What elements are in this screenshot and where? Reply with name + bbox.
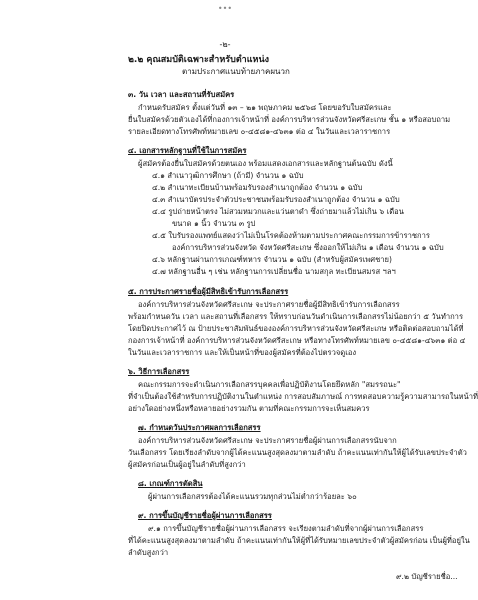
doc-line-s9-line2: ที่ได้คะแนนสูงสุดลงมาตามลำดับ ถ้าคะแนนเท่ากันให้ผู้ที่ได้รับหมายเลขประจำตัวผู้สมัครก่อน เป็นผู้ที่อยู่ใน — [128, 536, 470, 545]
doc-line-s5-line5: ในวันและเวลาราชการ และให้เป็นหน้าที่ของผู้สมัครที่ต้องไปตรวจดูเอง — [128, 348, 357, 357]
doc-line-s5-line3: โดยปิดประกาศไว้ ณ ป้ายประชาสัมพันธ์ขององค์การบริหารส่วนจังหวัดศรีสะเกษ หรือติดต่อสอบถามได้ที่ — [128, 324, 464, 333]
doc-line-continuation: ๙.๒ บัญชีรายชื่อ... — [396, 572, 458, 581]
doc-line-s6-heading: ๖. วิธีการเลือกสรร — [128, 367, 190, 376]
doc-line-s7-heading: ๗. กำหนดวันประกาศผลการเลือกสรร — [138, 423, 261, 432]
doc-line-s5-line1: องค์การบริหารส่วนจังหวัดศรีสะเกษ จะประกาศรายชื่อผู้มีสิทธิเข้ารับการเลือกสรร — [138, 300, 400, 309]
doc-line-s3-line1: กำหนดรับสมัคร ตั้งแต่วันที่ ๑๓ – ๒๑ พฤษภาคม ๒๕๖๘ โดยขอรับใบสมัครและ — [138, 103, 392, 112]
doc-line-s8-heading: ๘. เกณฑ์การตัดสิน — [138, 479, 203, 488]
doc-line-s8-line1: ผู้ผ่านการเลือกสรรต้องได้คะแนนรวมทุกส่วนไม่ต่ำกว่าร้อยละ ๖๐ — [148, 492, 357, 501]
page-number: -๒- — [219, 40, 231, 49]
doc-line-s4-2: ๔.๒ สำเนาทะเบียนบ้านพร้อมรับรองสำเนาถูกต้อง จำนวน ๑ ฉบับ — [152, 183, 363, 192]
doc-line-s4-7: ๔.๗ หลักฐานอื่น ๆ เช่น หลักฐานการเปลี่ยนชื่อ นามสกุล ทะเบียนสมรส ฯลฯ — [152, 267, 396, 276]
doc-line-s9-heading: ๙. การขึ้นบัญชีรายชื่อผู้ผ่านการเลือกสรร — [138, 511, 272, 520]
doc-line-s4-heading: ๔. เอกสารหลักฐานที่ใช้ในการสมัคร — [128, 146, 247, 155]
doc-line-s5-heading: ๕. การประกาศรายชื่อผู้มีสิทธิเข้ารับการเลือกสรร — [128, 287, 289, 296]
doc-line-s3-line2: ยื่นใบสมัครด้วยตัวเองได้ที่กองการเจ้าหน้าที่ องค์การบริหารส่วนจังหวัดศรีสะเกษ ชั้น ๑ หรือสอบถาม — [128, 115, 451, 124]
page-top-mark: ••• — [217, 4, 233, 13]
doc-line-s7-line2: วันเลือกสรร โดยเรียงลำดับจากผู้ได้คะแนนสูงสุดลงมาตามลำดับ ถ้าคะแนนเท่ากันให้ผู้ได้รับเลขประจำตัว — [128, 448, 467, 457]
doc-line-s7-line3: ผู้สมัครก่อนเป็นผู้อยู่ในลำดับที่สูงกว่า — [128, 460, 246, 469]
doc-line-s4-1: ๔.๑ สำเนาวุฒิการศึกษา (ถ้ามี) จำนวน ๑ ฉบับ — [152, 171, 304, 180]
doc-line-s5-line4: กองการเจ้าหน้าที่ องค์การบริหารส่วนจังหวัดศรีสะเกษ หรือทางโทรศัพท์หมายเลข ๐-๔๕๘๑-๔๖๓๑ ต่อ ๔ — [128, 336, 466, 345]
doc-line-s6-line3: อย่างใดอย่างหนึ่งหรือหลายอย่างรวมกัน ตามที่คณะกรรมการจะเห็นสมควร — [128, 404, 370, 413]
doc-line-s9-line3: ลำดับสูงกว่า — [128, 548, 169, 557]
doc-line-s4-3: ๔.๓ สำเนาบัตรประจำตัวประชาชนพร้อมรับรองสำเนาถูกต้อง จำนวน ๑ ฉบับ — [152, 195, 400, 204]
section-title: ๒.๒ คุณสมบัติเฉพาะสำหรับตำแหน่ง — [128, 55, 270, 65]
doc-line-s6-line2: ที่จำเป็นต้องใช้สำหรับการปฏิบัติงานในตำแหน่ง การสอบสัมภาษณ์ การทดสอบความรู้ความสามารถในหน้าที่ — [128, 392, 478, 401]
doc-line-s4-intro: ผู้สมัครต้องยื่นใบสมัครด้วยตนเอง พร้อมแสดงเอกสารและหลักฐานต้นฉบับ ดังนี้ — [138, 159, 393, 168]
doc-line-s4-5b: องค์การบริหารส่วนจังหวัด จังหวัดศรีสะเกษ ซึ่งออกให้ไม่เกิน ๑ เดือน จำนวน ๑ ฉบับ — [172, 243, 444, 252]
doc-line-s4-4a: ๔.๔ รูปถ่ายหน้าตรง ไม่สวมหมวกและแว่นตาดำ ซึ่งถ่ายมาแล้วไม่เกิน ๖ เดือน — [152, 207, 404, 216]
doc-line-s4-4b: ขนาด ๑ นิ้ว จำนวน ๓ รูป — [172, 219, 256, 228]
doc-line-s3-heading: ๓. วัน เวลา และสถานที่รับสมัคร — [128, 90, 235, 99]
doc-line-s5-line2: พร้อมกำหนดวัน เวลา และสถานที่เลือกสรร ให้ทราบก่อนวันดำเนินการเลือกสรรไม่น้อยกว่า ๕ วันทำการ — [128, 312, 464, 321]
section-subtitle: ตามประกาศแนบท้ายภาคผนวก — [182, 67, 290, 76]
doc-line-s3-line3: รายละเอียดทางโทรศัพท์หมายเลข ๐-๔๕๘๑-๔๖๓๑ ต่อ ๔ ในวันและเวลาราชการ — [128, 127, 391, 136]
doc-line-s7-line1: องค์การบริหารส่วนจังหวัดศรีสะเกษ จะประกาศรายชื่อผู้ผ่านการเลือกสรรนับจาก — [138, 436, 397, 445]
doc-line-s4-5a: ๔.๕ ใบรับรองแพทย์แสดงว่าไม่เป็นโรคต้องห้ามตามประกาศคณะกรรมการข้าราชการ — [152, 231, 430, 240]
doc-line-s6-line1: คณะกรรมการจะดำเนินการเลือกสรรบุคคลเพื่อปฏิบัติงานโดยยึดหลัก "สมรรถนะ" — [138, 380, 401, 389]
doc-line-s9-line1: ๙.๑ การขึ้นบัญชีรายชื่อผู้ผ่านการเลือกสรร จะเรียงตามลำดับที่จากผู้ผ่านการเลือกสรร — [148, 524, 424, 533]
doc-line-s4-6: ๔.๖ หลักฐานผ่านการเกณฑ์ทหาร จำนวน ๑ ฉบับ (สำหรับผู้สมัครเพศชาย) — [152, 255, 392, 264]
